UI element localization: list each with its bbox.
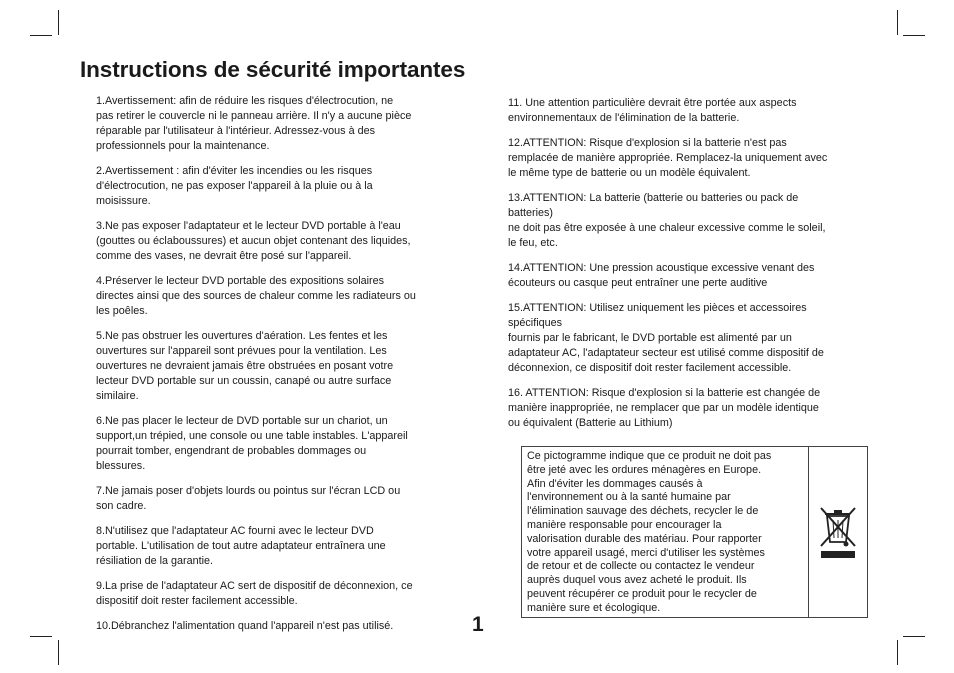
- text-line: portable. L'utilisation de tout autre adaptateur entraînera une: [96, 540, 386, 552]
- crop-mark-bottom-right-vertical: [897, 640, 898, 665]
- text-line: être jeté avec les ordures ménagères en Europe.: [527, 463, 762, 476]
- text-line: directes ainsi que des sources de chaleur comme les radiateurs ou: [96, 290, 416, 302]
- text-line: 7.Ne jamais poser d'objets lourds ou pointus sur l'écran LCD ou: [96, 485, 401, 497]
- text-line: 6.Ne pas placer le lecteur de DVD portable sur un chariot, un: [96, 415, 388, 427]
- text-line: 9.La prise de l'adaptateur AC sert de dispositif de déconnexion, ce: [96, 580, 413, 592]
- crop-mark-top-right-horizontal: [903, 35, 925, 36]
- text-line: ouvertures sur l'appareil sont prévues pour la ventilation. Les: [96, 345, 387, 357]
- text-line: les poêles.: [96, 305, 148, 317]
- text-line: 15.ATTENTION: Utilisez uniquement les pièces et accessoires: [508, 302, 807, 314]
- text-line: 8.N'utilisez que l'adaptateur AC fourni avec le lecteur DVD: [96, 525, 374, 537]
- text-line: 12.ATTENTION: Risque d'explosion si la batterie n'est pas: [508, 137, 787, 149]
- text-line: blessures.: [96, 460, 146, 472]
- text-line: ou équivalent (Batterie au Lithium): [508, 417, 673, 429]
- safety-instruction-item: [96, 524, 458, 569]
- text-line: environnementaux de l'élimination de la batterie.: [508, 112, 740, 124]
- safety-instruction-item: [508, 301, 874, 376]
- safety-instruction-item: [96, 164, 458, 209]
- text-line: comme des vases, ne devrait être posé sur l'appareil.: [96, 250, 352, 262]
- text-line: lecteur DVD portable sur un coussin, canapé ou autre surface: [96, 375, 392, 387]
- crop-mark-bottom-left-vertical: [58, 640, 59, 665]
- text-line: pourrait tomber, engendrant de probables dommages ou: [96, 445, 367, 457]
- text-line: dispositif doit rester facilement accessible.: [96, 595, 298, 607]
- text-line: (gouttes ou éclaboussures) et aucun objet contenant des liquides,: [96, 235, 411, 247]
- text-line: résiliation de la garantie.: [96, 555, 214, 567]
- text-line: d'électrocution, ne pas exposer l'appareil à la pluie ou à la: [96, 180, 373, 192]
- crop-mark-top-right-vertical: [897, 10, 898, 35]
- text-line: 1.Avertissement: afin de réduire les risques d'électrocution, ne: [96, 95, 394, 107]
- crop-mark-bottom-left-horizontal: [30, 636, 52, 637]
- text-line: batteries): [508, 207, 554, 219]
- text-line: de retour et de collecte ou contactez le vendeur: [527, 560, 755, 573]
- text-line: réparable par l'utilisateur à l'intérieur. Adressez-vous à des: [96, 125, 375, 137]
- text-line: support,un trépied, une console ou une table instables. L'appareil: [96, 430, 408, 442]
- safety-instruction-item: [96, 329, 458, 404]
- text-line: votre appareil usagé, merci d'utiliser les systèmes: [527, 546, 765, 559]
- page-number: 1: [472, 613, 484, 636]
- text-line: 11. Une attention particulière devrait être portée aux aspects: [508, 97, 797, 109]
- safety-instruction-item: [96, 219, 458, 264]
- crop-mark-top-left-horizontal: [30, 35, 52, 36]
- right-instructions-column: [508, 96, 874, 431]
- page-title: Instructions de sécurité importantes: [80, 57, 466, 83]
- text-line: l'élimination sauvage des déchets, recycler le de: [527, 505, 759, 518]
- text-line: adaptateur AC, l'adaptateur secteur est utilisé comme dispositif de: [508, 347, 824, 359]
- safety-instruction-item: [96, 619, 458, 634]
- text-line: auprès duquel vous avez acheté le produit. Ils: [527, 574, 747, 587]
- safety-instruction-item: [96, 94, 458, 154]
- text-line: 4.Préserver le lecteur DVD portable des expositions solaires: [96, 275, 385, 287]
- text-line: peuvent récupérer ce produit pour le recycler de: [527, 587, 757, 600]
- text-line: 16. ATTENTION: Risque d'explosion si la batterie est changée de: [508, 387, 821, 399]
- weee-notice-box: [521, 446, 868, 618]
- weee-notice-text: [522, 447, 809, 617]
- text-line: pas retirer le couvercle ni le panneau arrière. Il n'y a aucune pièce: [96, 110, 412, 122]
- crop-mark-bottom-right-horizontal: [903, 636, 925, 637]
- text-line: 2.Avertissement : afin d'éviter les incendies ou les risques: [96, 165, 373, 177]
- safety-instruction-item: [508, 136, 874, 181]
- text-line: l'environnement ou à la santé humaine par: [527, 491, 731, 504]
- safety-instruction-item: [508, 96, 874, 126]
- text-line: manière responsable pour encourager la: [527, 518, 722, 531]
- text-line: le même type de batterie ou un modèle équivalent.: [508, 167, 751, 179]
- text-line: 13.ATTENTION: La batterie (batterie ou batteries ou pack de: [508, 192, 799, 204]
- text-line: 5.Ne pas obstruer les ouvertures d'aération. Les fentes et les: [96, 330, 388, 342]
- text-line: professionnels pour la maintenance.: [96, 140, 270, 152]
- crop-mark-top-left-vertical: [58, 10, 59, 35]
- text-line: ouvertures ne devraient jamais être obstruées en posant votre: [96, 360, 394, 372]
- text-line: manière sure et écologique.: [527, 601, 661, 614]
- text-line: spécifiques: [508, 317, 563, 329]
- text-line: ne doit pas être exposée à une chaleur excessive comme le soleil,: [508, 222, 826, 234]
- crossed-out-wheelie-bin-icon: [818, 504, 858, 560]
- safety-instruction-item: [508, 191, 874, 251]
- left-instructions-column: [96, 94, 458, 634]
- text-line: Ce pictogramme indique que ce produit ne doit pas: [527, 450, 772, 462]
- text-line: manière inappropriée, ne remplacer que par un modèle identique: [508, 402, 819, 414]
- safety-instruction-item: [96, 579, 458, 609]
- weee-icon-cell: [809, 447, 867, 617]
- text-line: fournis par le fabricant, le DVD portable est alimenté par un: [508, 332, 792, 344]
- text-line: Afin d'éviter les dommages causés à: [527, 477, 703, 490]
- text-line: 3.Ne pas exposer l'adaptateur et le lecteur DVD portable à l'eau: [96, 220, 401, 232]
- safety-instruction-item: [96, 414, 458, 474]
- text-line: similaire.: [96, 390, 139, 402]
- text-line: valorisation durable des matériau. Pour rapporter: [527, 532, 762, 545]
- text-line: le feu, etc.: [508, 237, 558, 249]
- safety-instruction-item: [96, 484, 458, 514]
- safety-instruction-item: [96, 274, 458, 319]
- safety-instruction-item: [508, 261, 874, 291]
- safety-instruction-item: [508, 386, 874, 431]
- text-line: 14.ATTENTION: Une pression acoustique excessive venant des: [508, 262, 815, 274]
- text-line: son cadre.: [96, 500, 147, 512]
- text-line: moisissure.: [96, 195, 151, 207]
- text-line: déconnexion, ce dispositif doit rester facilement accessible.: [508, 362, 792, 374]
- text-line: écouteurs ou casque peut entraîner une perte auditive: [508, 277, 768, 289]
- text-line: remplacée de manière appropriée. Remplacez-la uniquement avec: [508, 152, 828, 164]
- text-line: 10.Débranchez l'alimentation quand l'appareil n'est pas utilisé.: [96, 620, 394, 632]
